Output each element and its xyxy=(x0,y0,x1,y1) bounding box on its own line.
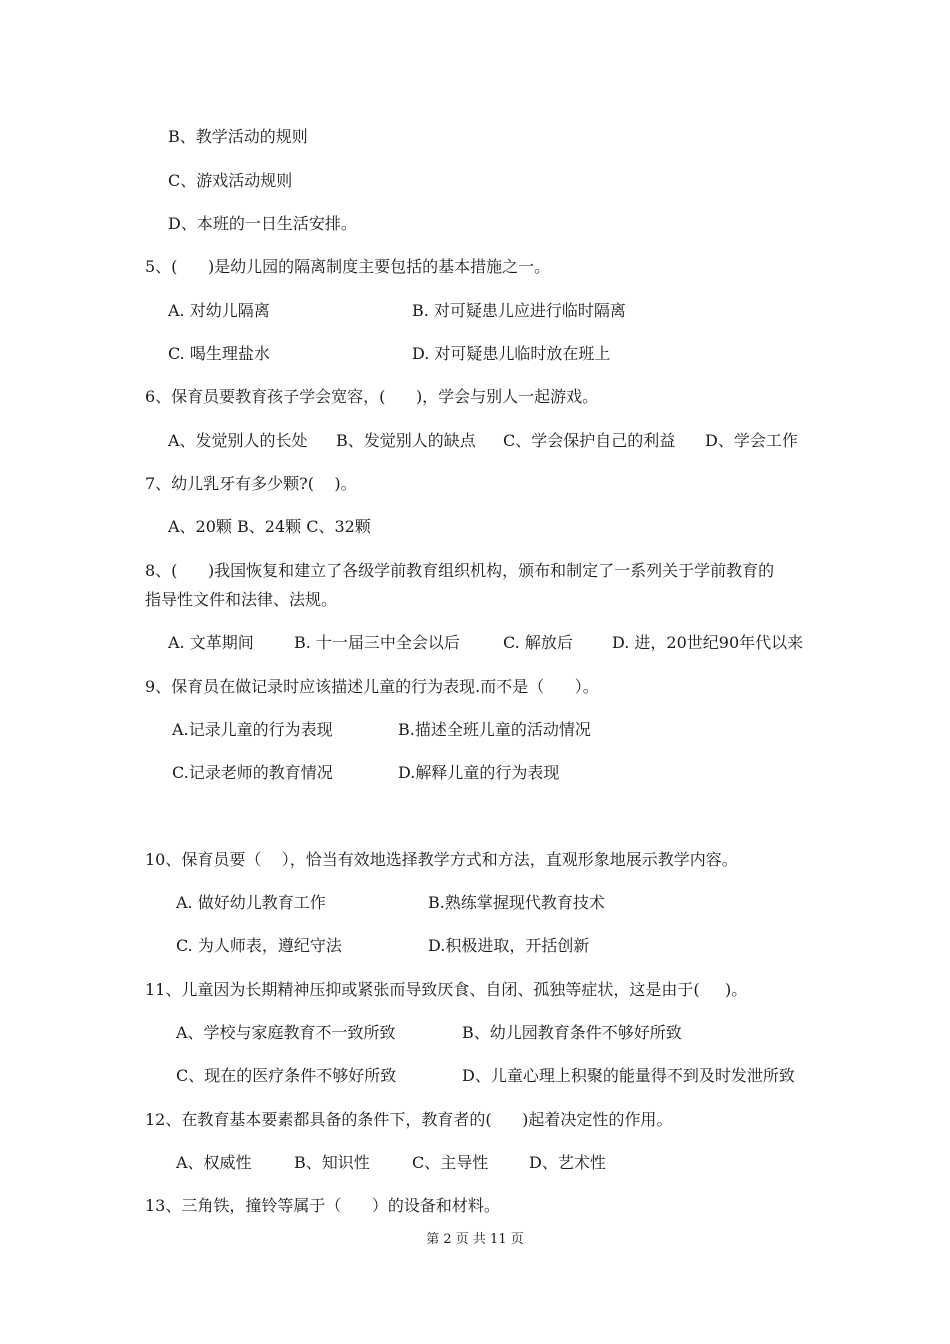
option-5d: D. 对可疑患儿临时放在班上 xyxy=(412,344,611,363)
question-13: 13、三角铁，撞铃等属于（ ）的设备和材料。 xyxy=(145,1196,500,1215)
option-9a: A.记录儿童的行为表现 xyxy=(172,720,333,739)
option-8b: B. 十一届三中全会以后 xyxy=(294,633,460,652)
option-8d: D. 进，20世纪90年代以来 xyxy=(612,633,804,652)
option-11a: A、学校与家庭教育不一致所致 xyxy=(176,1023,396,1042)
question-9: 9、保育员在做记录时应该描述儿童的行为表现.而不是（ ）。 xyxy=(145,677,599,696)
option-8a: A. 文革期间 xyxy=(168,633,254,652)
option-5b: B. 对可疑患儿应进行临时隔离 xyxy=(412,301,626,320)
options-7: A、20颗 B、24颗 C、32颗 xyxy=(168,517,371,536)
question-11: 11、儿童因为长期精神压抑或紧张而导致厌食、自闭、孤独等症状，这是由于( )。 xyxy=(145,980,748,999)
question-5: 5、( )是幼儿园的隔离制度主要包括的基本措施之一。 xyxy=(145,257,551,276)
option-10a: A. 做好幼儿教育工作 xyxy=(176,893,326,912)
option-11c: C、现在的医疗条件不够好所致 xyxy=(176,1066,397,1085)
question-8-cont: 指导性文件和法律、法规。 xyxy=(145,590,338,609)
question-12: 12、在教育基本要素都具备的条件下，教育者的( )起着决定性的作用。 xyxy=(145,1110,673,1129)
option-8c: C. 解放后 xyxy=(503,633,573,652)
option-12c: C、主导性 xyxy=(412,1153,489,1172)
option-6d: D、学会工作 xyxy=(705,431,798,450)
option-9b: B.描述全班儿童的活动情况 xyxy=(398,720,591,739)
option-12b: B、知识性 xyxy=(294,1153,370,1172)
question-6: 6、保育员要教育孩子学会宽容，( )，学会与别人一起游戏。 xyxy=(145,387,599,406)
option-9d: D.解释儿童的行为表现 xyxy=(398,763,560,782)
option-9c: C.记录老师的教育情况 xyxy=(172,763,333,782)
option-6c: C、学会保护自己的利益 xyxy=(503,431,676,450)
option-4b: B、教学活动的规则 xyxy=(168,127,308,146)
question-7: 7、幼儿乳牙有多少颗?( )。 xyxy=(145,474,357,493)
page-number: 第 2 页 共 11 页 xyxy=(426,1232,524,1247)
option-5c: C. 喝生理盐水 xyxy=(168,344,270,363)
option-6b: B、发觉别人的缺点 xyxy=(336,431,476,450)
option-12a: A、权威性 xyxy=(176,1153,252,1172)
option-4c: C、游戏活动规则 xyxy=(168,171,293,190)
option-11d: D、儿童心理上积聚的能量得不到及时发泄所致 xyxy=(462,1066,795,1085)
question-8: 8、( )我国恢复和建立了各级学前教育组织机构，颁布和制定了一系列关于学前教育的 xyxy=(145,561,775,580)
option-10b: B.熟练掌握现代教育技术 xyxy=(428,893,605,912)
option-11b: B、幼儿园教育条件不够好所致 xyxy=(462,1023,682,1042)
option-10c: C. 为人师表，遵纪守法 xyxy=(176,936,342,955)
option-6a: A、发觉别人的长处 xyxy=(168,431,308,450)
option-10d: D.积极进取，开括创新 xyxy=(428,936,590,955)
option-12d: D、艺术性 xyxy=(529,1153,606,1172)
option-5a: A. 对幼儿隔离 xyxy=(168,301,270,320)
question-10: 10、保育员要（ ），恰当有效地选择教学方式和方法，直观形象地展示教学内容。 xyxy=(145,850,738,869)
option-4d: D、本班的一日生活安排。 xyxy=(168,214,357,233)
